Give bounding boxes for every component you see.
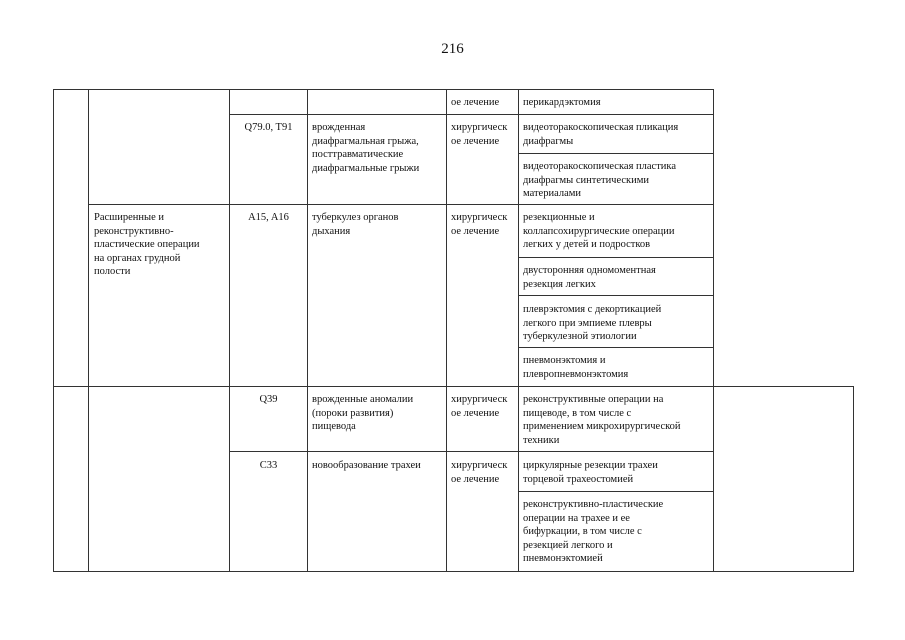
grid-line: [88, 89, 89, 572]
table-cell-icd-code: C33: [259, 460, 278, 471]
grid-line: [518, 347, 713, 348]
table-cell-disease: врожденная диафрагмальная грыжа, посттравматические диафрагмальные грыжи: [312, 122, 420, 174]
table-cell-treatment-method: видеоторакоскопическая пликация диафрагмы: [523, 122, 679, 147]
table-cell-treatment-method: реконструктивно-пластические операции на трахее и ее бифуркации, в том числе с резекцией легкого и пневмонэктомией: [523, 499, 664, 564]
table-cell-disease: новообразование трахеи: [312, 460, 421, 471]
grid-line: [229, 451, 713, 452]
page-number: 216: [441, 41, 464, 57]
table-cell-treatment-form: хирургическ ое лечение: [451, 212, 508, 237]
table-cell-treatment-method: пневмонэктомия и плевропневмонэктомия: [523, 355, 629, 380]
table-cell-icd-code: Q39: [259, 394, 278, 405]
grid-line: [88, 204, 713, 205]
grid-line: [518, 491, 713, 492]
grid-line: [518, 295, 713, 296]
table-cell-icd-code: Q79.0, T91: [244, 122, 293, 133]
table-cell-treatment-form: хирургическ ое лечение: [451, 394, 508, 419]
table-cell-treatment-method: резекционные и коллапсохирургические операции легких у детей и подростков: [523, 212, 675, 250]
grid-line: [518, 114, 713, 115]
table-cell-treatment-method: перикардэктомия: [523, 97, 601, 108]
grid-line: [518, 153, 713, 154]
grid-line: [518, 89, 519, 572]
table-cell-treatment-method: плеврэктомия с декортикацией легкого при эмпиеме плевры туберкулезной этиологии: [523, 304, 662, 342]
grid-line: [53, 386, 853, 387]
grid-line: [853, 386, 854, 572]
grid-line: [229, 89, 230, 572]
grid-line: [713, 89, 714, 572]
grid-line: [53, 89, 54, 572]
grid-line: [53, 89, 714, 90]
table-cell-treatment-form: хирургическ ое лечение: [451, 122, 508, 147]
table-cell-treatment-method: видеоторакоскопическая пластика диафрагмы синтетическими материалами: [523, 161, 677, 199]
grid-line: [53, 571, 853, 572]
table-cell-icd-code: A15, A16: [248, 212, 289, 223]
table-cell-treatment-method: циркулярные резекции трахеи торцевой трахеостомией: [523, 460, 658, 485]
table-cell-treatment-method: двусторонняя одномоментная резекция легких: [523, 265, 656, 290]
grid-line: [446, 89, 447, 572]
grid-line: [307, 89, 308, 572]
grid-line: [518, 257, 713, 258]
table-cell-treatment-form: хирургическ ое лечение: [451, 460, 508, 485]
table-cell-disease: врожденные аномалии (пороки развития) пищевода: [312, 394, 414, 432]
table-cell-care-type-name: Расширенные и реконструктивно- пластические операции на органах грудной полости: [94, 212, 200, 277]
table-cell-treatment-method: реконструктивные операции на пищеводе, в том числе с применением микрохирургической техники: [523, 394, 681, 446]
table-cell-treatment-form: ое лечение: [451, 97, 500, 108]
table-cell-disease: туберкулез органов дыхания: [312, 212, 399, 237]
grid-line: [229, 114, 518, 115]
